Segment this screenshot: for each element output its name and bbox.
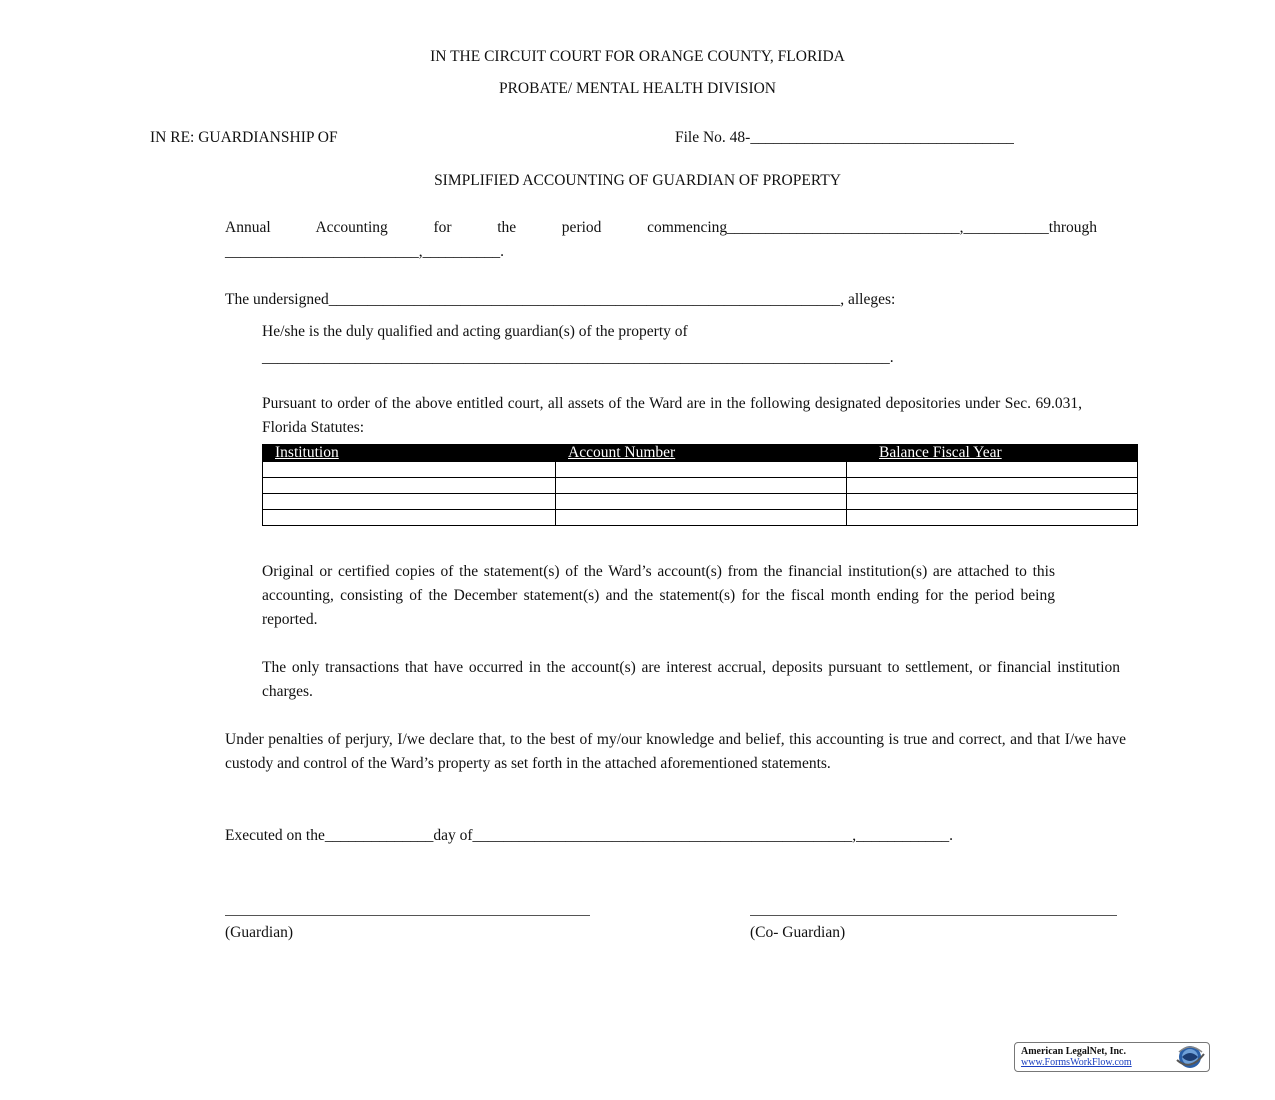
table-cell[interactable] (263, 510, 556, 526)
co-guardian-signature-line[interactable] (750, 915, 1117, 916)
table-cell[interactable] (847, 478, 1138, 494)
statements-paragraph: Original or certified copies of the statement(s) of the Ward’s account(s) from the financial institution(s) are attached to this accounting, consisting of the December statement(s) and the statement(s) for the fiscal month ending for the period being reported. (262, 563, 1055, 628)
table-cell[interactable] (556, 494, 847, 510)
period-commencing-line[interactable]: Annual Accounting for the period commencing______________________________,___________through (225, 219, 1097, 236)
table-cell[interactable] (847, 510, 1138, 526)
period-through-line[interactable]: _________________________,__________. (225, 243, 504, 260)
table-cell[interactable] (847, 494, 1138, 510)
table-cell[interactable] (556, 478, 847, 494)
table-cell[interactable] (556, 510, 847, 526)
perjury-paragraph: Under penalties of perjury, I/we declare that, to the best of my/our knowledge and belief, this accounting is true and correct, and that I/we have custody and control of the Ward’s property as set forth in the attached aforementioned statements. (225, 731, 1126, 772)
ward-name-blank[interactable]: _________________________________________________________________________________. (262, 349, 894, 366)
column-header-balance: Balance Fiscal Year (847, 445, 1138, 462)
table-header-row (263, 445, 1138, 462)
column-header-institution: Institution (263, 445, 556, 462)
guardian-signature-line[interactable] (225, 915, 590, 916)
table-cell[interactable] (263, 478, 556, 494)
division-heading: PROBATE/ MENTAL HEALTH DIVISION (498, 80, 777, 97)
table-cell[interactable] (263, 462, 556, 478)
logo-url-link[interactable]: www.FormsWorkFlow.com (1021, 1057, 1132, 1068)
in-re-caption: IN RE: GUARDIANSHIP OF (150, 129, 338, 146)
table-cell[interactable] (847, 462, 1138, 478)
table-row (263, 494, 1138, 510)
table-cell[interactable] (263, 494, 556, 510)
depositories-table (262, 444, 1138, 526)
globe-logo-icon (1173, 1044, 1207, 1070)
assets-statement: Pursuant to order of the above entitled court, all assets of the Ward are in the following designated depositories under Sec. 69.031, Florida Statutes: (262, 395, 1082, 436)
form-title: SIMPLIFIED ACCOUNTING OF GUARDIAN OF PROPERTY (434, 172, 841, 189)
table-row (263, 478, 1138, 494)
transactions-paragraph: The only transactions that have occurred in the account(s) are interest accrual, deposits pursuant to settlement, or financial institution charges. (262, 659, 1120, 700)
file-number-field[interactable]: File No. 48-__________________________________ (675, 129, 1014, 146)
american-legalnet-logo (1014, 1042, 1210, 1072)
executed-date-line[interactable]: Executed on the______________day of_________________________________________________,____________. (225, 827, 954, 844)
guardian-label: (Guardian) (225, 924, 293, 941)
column-header-account-number: Account Number (556, 445, 847, 462)
court-heading: IN THE CIRCUIT COURT FOR ORANGE COUNTY, FLORIDA (430, 48, 845, 65)
table-row (263, 510, 1138, 526)
table-row (263, 462, 1138, 478)
logo-company-name: American LegalNet, Inc. (1021, 1046, 1126, 1057)
guardian-statement: He/she is the duly qualified and acting guardian(s) of the property of (262, 323, 688, 340)
undersigned-line[interactable]: The undersigned__________________________________________________________________, alleges: (225, 291, 896, 308)
table-cell[interactable] (556, 462, 847, 478)
co-guardian-label: (Co- Guardian) (750, 924, 846, 941)
